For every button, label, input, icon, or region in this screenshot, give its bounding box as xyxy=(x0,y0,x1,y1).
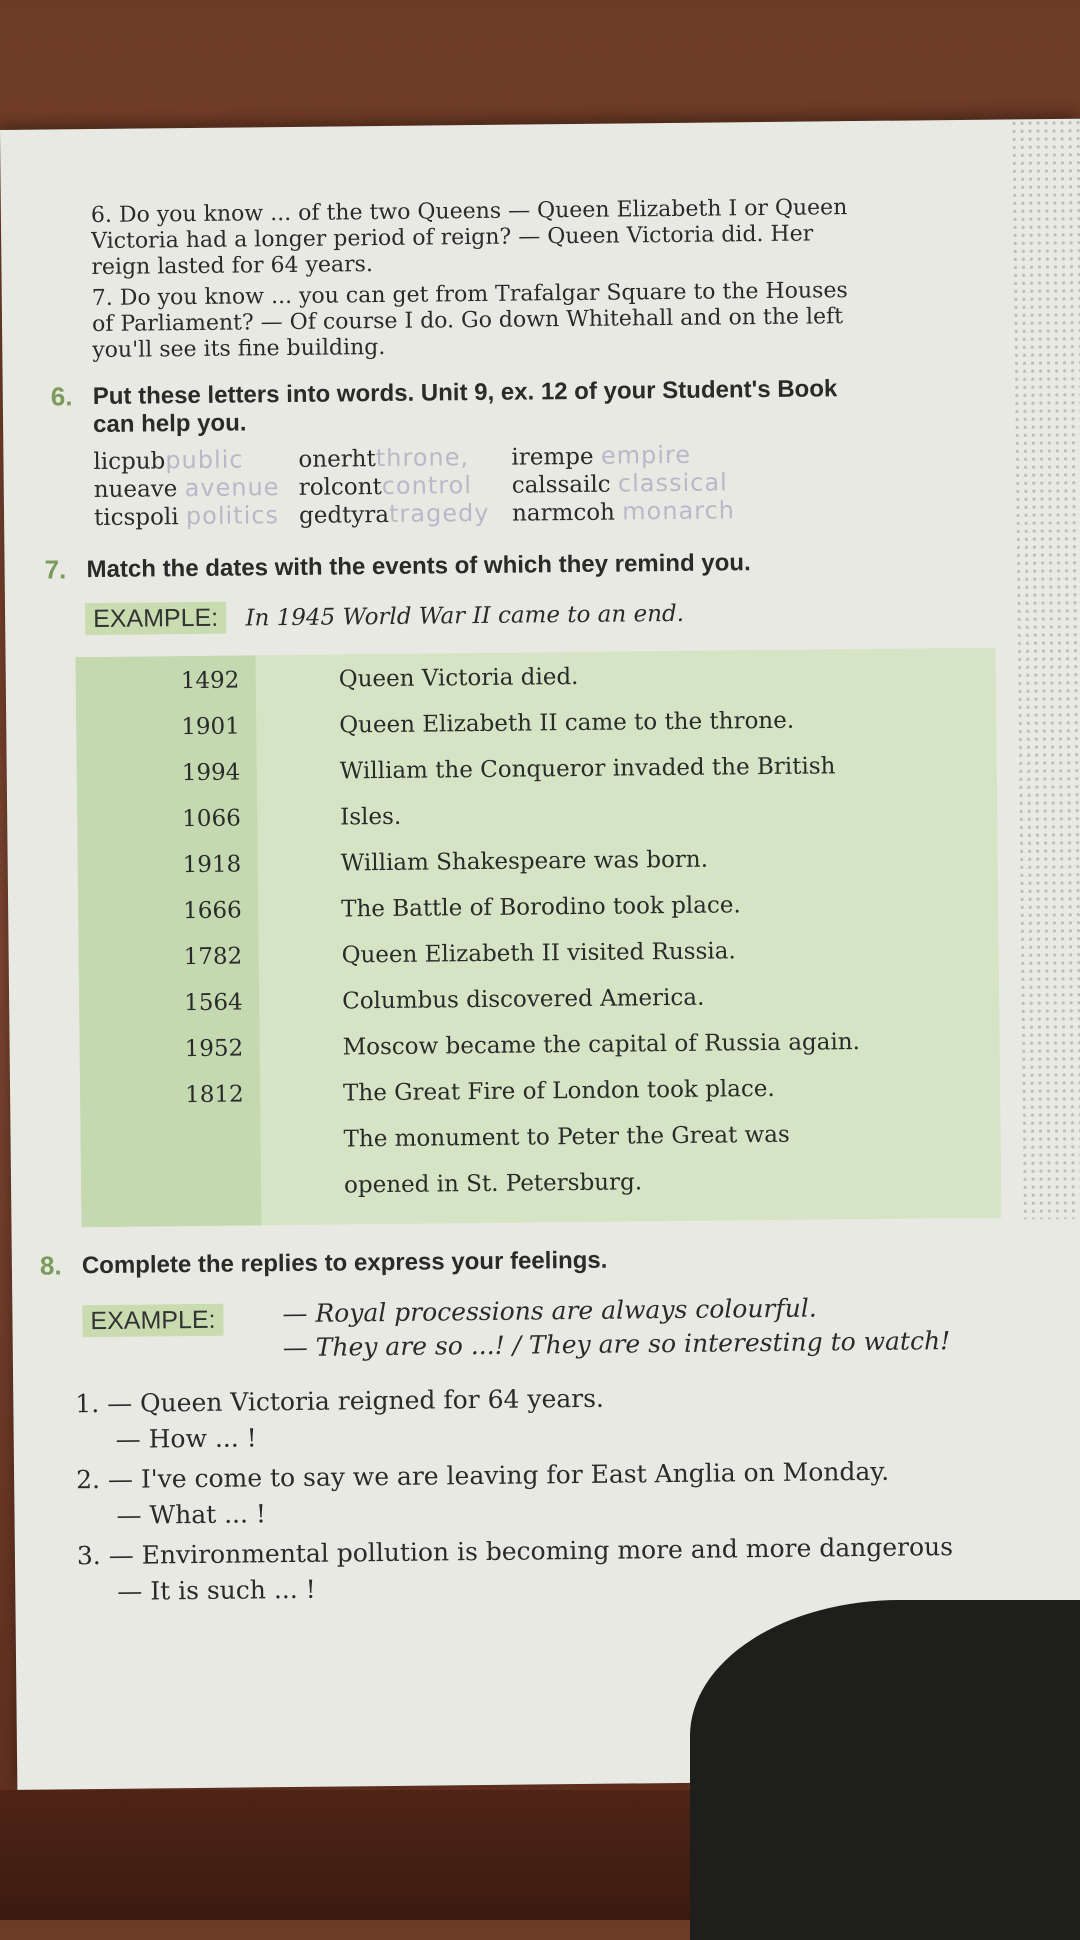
ex6-word-2: onerhtthrone, xyxy=(298,443,470,473)
ex8-number: 8. xyxy=(39,1250,62,1281)
intro-item7-line1: 7. Do you know ... you can get from Trafalgar Square to the Houses xyxy=(91,278,848,312)
ex8-item1-question: 1. — Queen Victoria reigned for 64 years. xyxy=(75,1383,605,1419)
textbook-page xyxy=(0,119,1080,1790)
ex7-event: Queen Elizabeth II visited Russia. xyxy=(341,938,736,969)
ex7-event: Columbus discovered America. xyxy=(342,984,705,1015)
ex7-event: Queen Elizabeth II came to the throne. xyxy=(339,707,795,739)
ex6-word-5: rolcontcontrol xyxy=(298,471,473,501)
ex8-example-line1: — Royal processions are always colourful. xyxy=(282,1293,817,1329)
ex6-word-7: ticspoli politics xyxy=(93,501,280,532)
ex8-example-label: EXAMPLE: xyxy=(82,1304,223,1337)
ex8-item2-question: 2. — I've come to say we are leaving for East Anglia on Monday. xyxy=(75,1456,890,1495)
ex7-example-label: EXAMPLE: xyxy=(85,602,226,635)
ex7-table-year-col xyxy=(76,655,262,1227)
ex8-title: Complete the replies to express your feelings. xyxy=(81,1246,608,1280)
ex6-title-line2: can help you. xyxy=(92,409,247,439)
ex7-event: Queen Victoria died. xyxy=(338,663,579,693)
ex7-year: 1564 xyxy=(184,989,243,1017)
ex6-word-3: irempe empire xyxy=(511,440,692,471)
ex7-event: opened in St. Petersburg. xyxy=(343,1169,643,1199)
ex7-example xyxy=(85,599,684,635)
intro-item6-line1: 6. Do you know ... of the two Queens — Queen Elizabeth I or Queen xyxy=(90,195,848,229)
ex7-event: The Battle of Borodino took place. xyxy=(341,892,741,923)
intro-item6-line2: Victoria had a longer period of reign? — Queen Victoria did. Her xyxy=(91,221,814,255)
ex7-event: The monument to Peter the Great was xyxy=(343,1121,790,1153)
dot-pattern xyxy=(1010,119,1080,1220)
ex8-item1-answer: — How ... ! xyxy=(115,1423,257,1454)
ex7-event: Isles. xyxy=(340,803,402,831)
ex8-item2-answer: — What ... ! xyxy=(116,1499,267,1530)
ex7-event: William Shakespeare was born. xyxy=(340,846,709,877)
ex7-example-text: In 1945 World War II came to an end. xyxy=(245,600,685,632)
ex8-item3-question: 3. — Environmental pollution is becoming more and more dangerous xyxy=(76,1532,954,1571)
ex7-year: 1918 xyxy=(182,851,242,879)
intro-item7-line3: you'll see its fine building. xyxy=(92,334,386,364)
ex7-year: 1666 xyxy=(183,897,242,925)
ex6-word-4: nueave avenue xyxy=(93,473,280,504)
ex6-word-8: gedtyratragedy xyxy=(298,498,490,529)
ex6-word-9: narmcoh monarch xyxy=(511,496,736,527)
ex7-year: 1782 xyxy=(183,943,243,971)
ex6-number: 6. xyxy=(50,381,73,412)
intro-item7-line2: of Parliament? — Of course I do. Go down Whitehall and on the left xyxy=(91,304,844,338)
ex7-year: 1994 xyxy=(181,759,241,787)
ex8-example-label-wrap xyxy=(82,1306,223,1337)
ex7-year: 1492 xyxy=(180,667,240,695)
ex6-word-6: calssailc classical xyxy=(511,468,728,499)
hand-shadow xyxy=(690,1600,1080,1940)
ex7-year: 1066 xyxy=(182,805,241,833)
ex7-number: 7. xyxy=(44,554,67,585)
ex6-title-line1: Put these letters into words. Unit 9, ex. 12 of your Student's Book xyxy=(92,375,838,411)
intro-item6-line3: reign lasted for 64 years. xyxy=(91,252,374,281)
ex7-event: Moscow became the capital of Russia again. xyxy=(342,1029,861,1061)
ex8-example-line2: — They are so ...! / They are so interesting to watch! xyxy=(282,1326,951,1363)
ex7-event: William the Conqueror invaded the British xyxy=(339,753,836,785)
ex7-year: 1812 xyxy=(184,1081,244,1109)
ex7-title: Match the dates with the events of which they remind you. xyxy=(86,549,751,584)
ex7-year: 1952 xyxy=(184,1035,244,1063)
ex7-year: 1901 xyxy=(181,713,240,741)
ex6-word-1: licpubpublic xyxy=(93,445,244,476)
ex7-event: The Great Fire of London took place. xyxy=(342,1075,775,1107)
ex8-item3-answer: — It is such ... ! xyxy=(117,1574,316,1606)
